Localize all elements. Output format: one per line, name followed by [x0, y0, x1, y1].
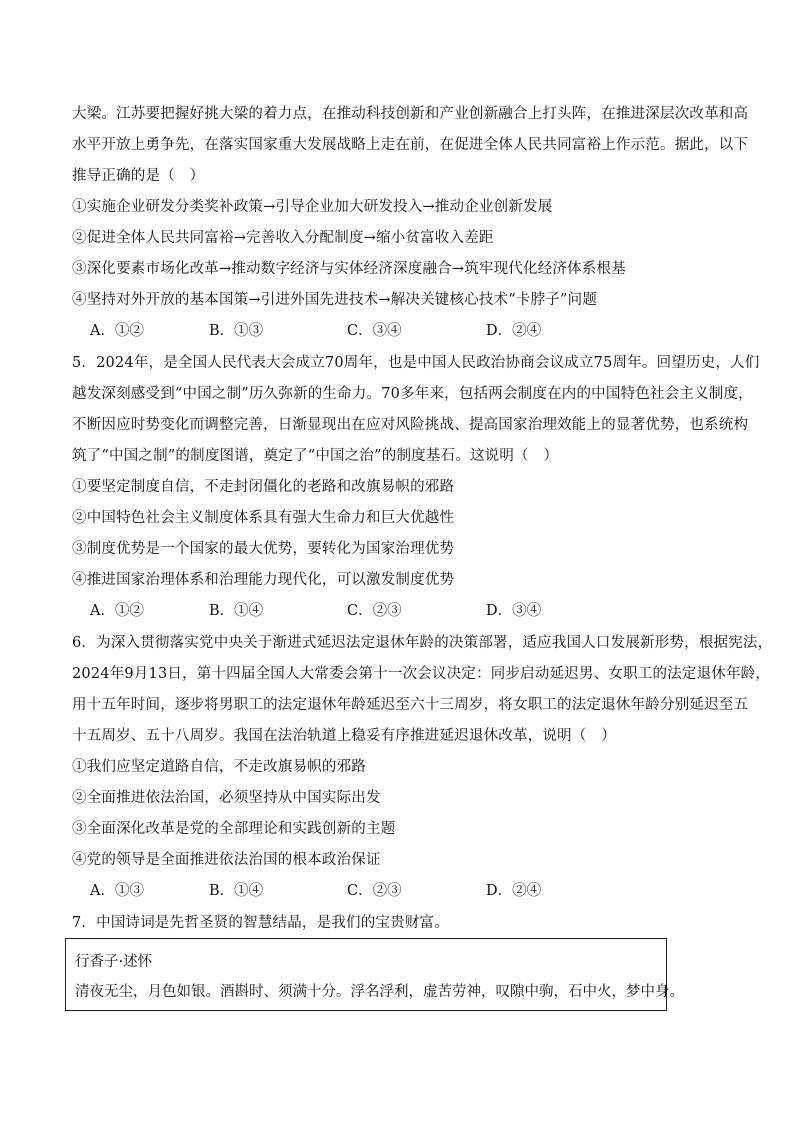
poem-text: 清夜无尘，月色如银。酒斟时、须满十分。浮名浮利，虚苦劳神，叹隙中驹，石中火，梦中身。	[75, 984, 684, 1000]
q5-item-3: ③制度优势是一个国家的最大优势，要转化为国家治理优势	[72, 541, 455, 557]
q6-option-b[interactable]: B．①④	[209, 883, 264, 899]
q5-option-c[interactable]: C．②③	[347, 603, 402, 619]
q5-stem-line-2: 越发深刻感受到“中国之制”历久弥新的生命力。70多年来，包括两会制度在内的中国特色社会主义制度，	[72, 386, 753, 402]
q6-option-d[interactable]: D．②④	[486, 883, 542, 899]
q5-option-d[interactable]: D．③④	[486, 603, 542, 619]
poem-title: 行香子·述怀	[75, 954, 153, 970]
q5-item-2: ②中国特色社会主义制度体系具有强大生命力和巨大优越性	[72, 510, 455, 526]
poem-box	[65, 938, 684, 1011]
q6-stem-line-2: 2024年9月13日，第十四届全国人大常委会第十一次会议决定：同步启动延迟男、女职工的法定退休年龄，	[72, 666, 771, 682]
q4-stem-line-3: 推导正确的是（ ）	[72, 168, 205, 184]
q5-item-1: ①要坚定制度自信，不走封闭僵化的老路和改旗易帜的邪路	[72, 479, 455, 495]
q4-option-c[interactable]: C．③④	[347, 323, 402, 339]
q5-stem-line-1: 5．2024年，是全国人民代表大会成立70周年，也是中国人民政治协商会议成立75周年。回望历史，人们	[72, 355, 760, 371]
q4-option-b[interactable]: B．①③	[209, 323, 264, 339]
q5-stem-line-3: 不断因应时势变化而调整完善，日渐显现出在应对风险挑战、提高国家治理效能上的显著优势，也系统构	[72, 417, 749, 433]
q6-item-1: ①我们应坚定道路自信，不走改旗易帜的邪路	[72, 759, 366, 775]
q4-item-3: ③深化要素市场化改革→推动数字经济与实体经济深度融合→筑牢现代化经济体系根基	[72, 261, 626, 277]
q4-item-2: ②促进全体人民共同富裕→完善收入分配制度→缩小贫富收入差距	[72, 230, 494, 246]
q5-option-b[interactable]: B．①④	[209, 603, 264, 619]
q7-stem: 7．中国诗词是先哲圣贤的智慧结晶，是我们的宝贵财富。	[72, 915, 449, 931]
q6-stem-line-1: 6．为深入贯彻落实党中央关于渐进式延迟法定退休年龄的决策部署，适应我国人口发展新形势，根据宪法，	[72, 635, 773, 651]
q4-option-a[interactable]: A．①②	[90, 323, 144, 339]
q6-option-a[interactable]: A．①③	[90, 883, 144, 899]
q5-item-4: ④推进国家治理体系和治理能力现代化，可以激发制度优势	[72, 572, 455, 588]
q6-stem-line-4: 十五周岁、五十八周岁。我国在法治轨道上稳妥有序推进延迟退休改革，说明（ ）	[72, 728, 616, 744]
q6-item-3: ③全面深化改革是党的全部理论和实践创新的主题	[72, 821, 396, 837]
q4-stem-line-1: 大梁。江苏要把握好挑大梁的着力点，在推动科技创新和产业创新融合上打头阵，在推进深层次改革和高	[72, 106, 749, 122]
q5-option-a[interactable]: A．①②	[90, 603, 144, 619]
q4-stem-line-2: 水平开放上勇争先，在落实国家重大发展战略上走在前，在促进全体人民共同富裕上作示范。据此，以下	[72, 137, 749, 153]
q5-stem-line-4: 筑了“中国之制”的制度图谱，奠定了“中国之治”的制度基石。这说明（ ）	[72, 448, 559, 464]
q4-option-d[interactable]: D．②④	[486, 323, 542, 339]
q6-item-2: ②全面推进依法治国，必须坚持从中国实际出发	[72, 790, 381, 806]
q4-item-1: ①实施企业研发分类奖补政策→引导企业加大研发投入→推动企业创新发展	[72, 199, 553, 215]
q6-option-c[interactable]: C．②③	[347, 883, 402, 899]
q6-stem-line-3: 用十五年时间，逐步将男职工的法定退休年龄延迟至六十三周岁，将女职工的法定退休年龄分别延迟至五	[72, 697, 749, 713]
q6-item-4: ④党的领导是全面推进依法治国的根本政治保证	[72, 852, 381, 868]
q4-item-4: ④坚持对外开放的基本国策→引进外国先进技术→解决关键核心技术“卡脖子”问题	[72, 292, 598, 308]
